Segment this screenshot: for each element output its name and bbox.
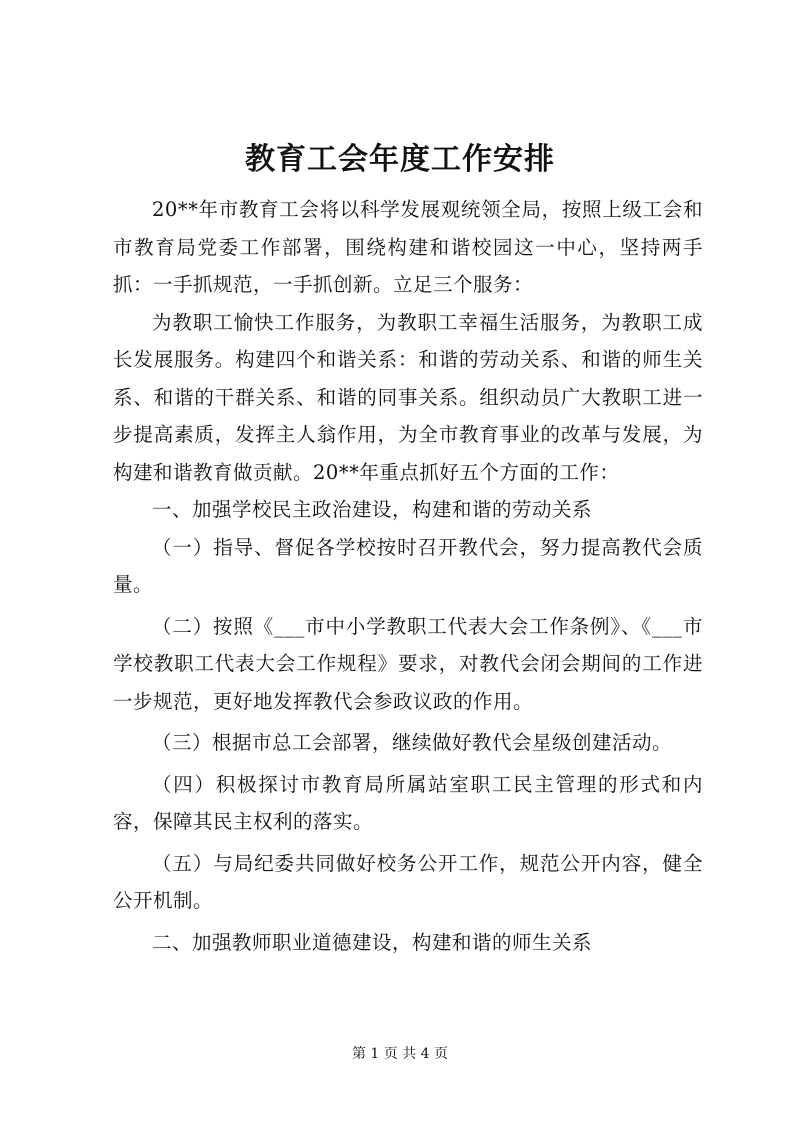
list-item-2: （二）按照《___市中小学教职工代表大会工作条例》、《___市学校教职工代表大会工作规程》要求，对教代会闭会期间的工作进一步规范，更好地发挥教代会参政议政的作用。 xyxy=(113,614,703,713)
document-body xyxy=(113,191,703,961)
document-title: 教育工会年度工作安排 xyxy=(245,142,555,177)
list-item-3: （三）根据市总工会部署，继续做好教代会星级创建活动。 xyxy=(152,731,673,754)
section-heading-2: 二、加强教师职业道德建设，构建和谐的师生关系 xyxy=(152,930,593,954)
page-footer: 第 1 页 共 4 页 xyxy=(351,1046,449,1062)
list-item-1: （一）指导、督促各学校按时召开教代会，努力提高教代会质量。 xyxy=(113,535,703,596)
section-heading-1: 一、加强学校民主政治建设，构建和谐的劳动关系 xyxy=(152,498,593,521)
list-item-4: （四）积极探讨市教育局所属站室职工民主管理的形式和内容，保障其民主权利的落实。 xyxy=(113,772,703,833)
paragraph-intro: 20**年市教育工会将以科学发展观统领全局，按照上级工会和市教育局党委工作部署，围绕构建和谐校园这一中心，坚持两手抓：一手抓规范，一手抓创新。立足三个服务： xyxy=(113,198,703,296)
paragraph-services: 为教职工愉快工作服务，为教职工幸福生活服务，为教职工成长发展服务。构建四个和谐关系：和谐的劳动关系、和谐的师生关系、和谐的干群关系、和谐的同事关系。组织动员广大教职工进一步提高素质，发挥主人翁作用，为全市教育事业的改革与发展，为构建和谐教育做贡献。20**年重点抓好五个方面的工作： xyxy=(113,310,703,484)
list-item-5: （五）与局纪委共同做好校务公开工作，规范公开内容，健全公开机制。 xyxy=(113,851,703,912)
